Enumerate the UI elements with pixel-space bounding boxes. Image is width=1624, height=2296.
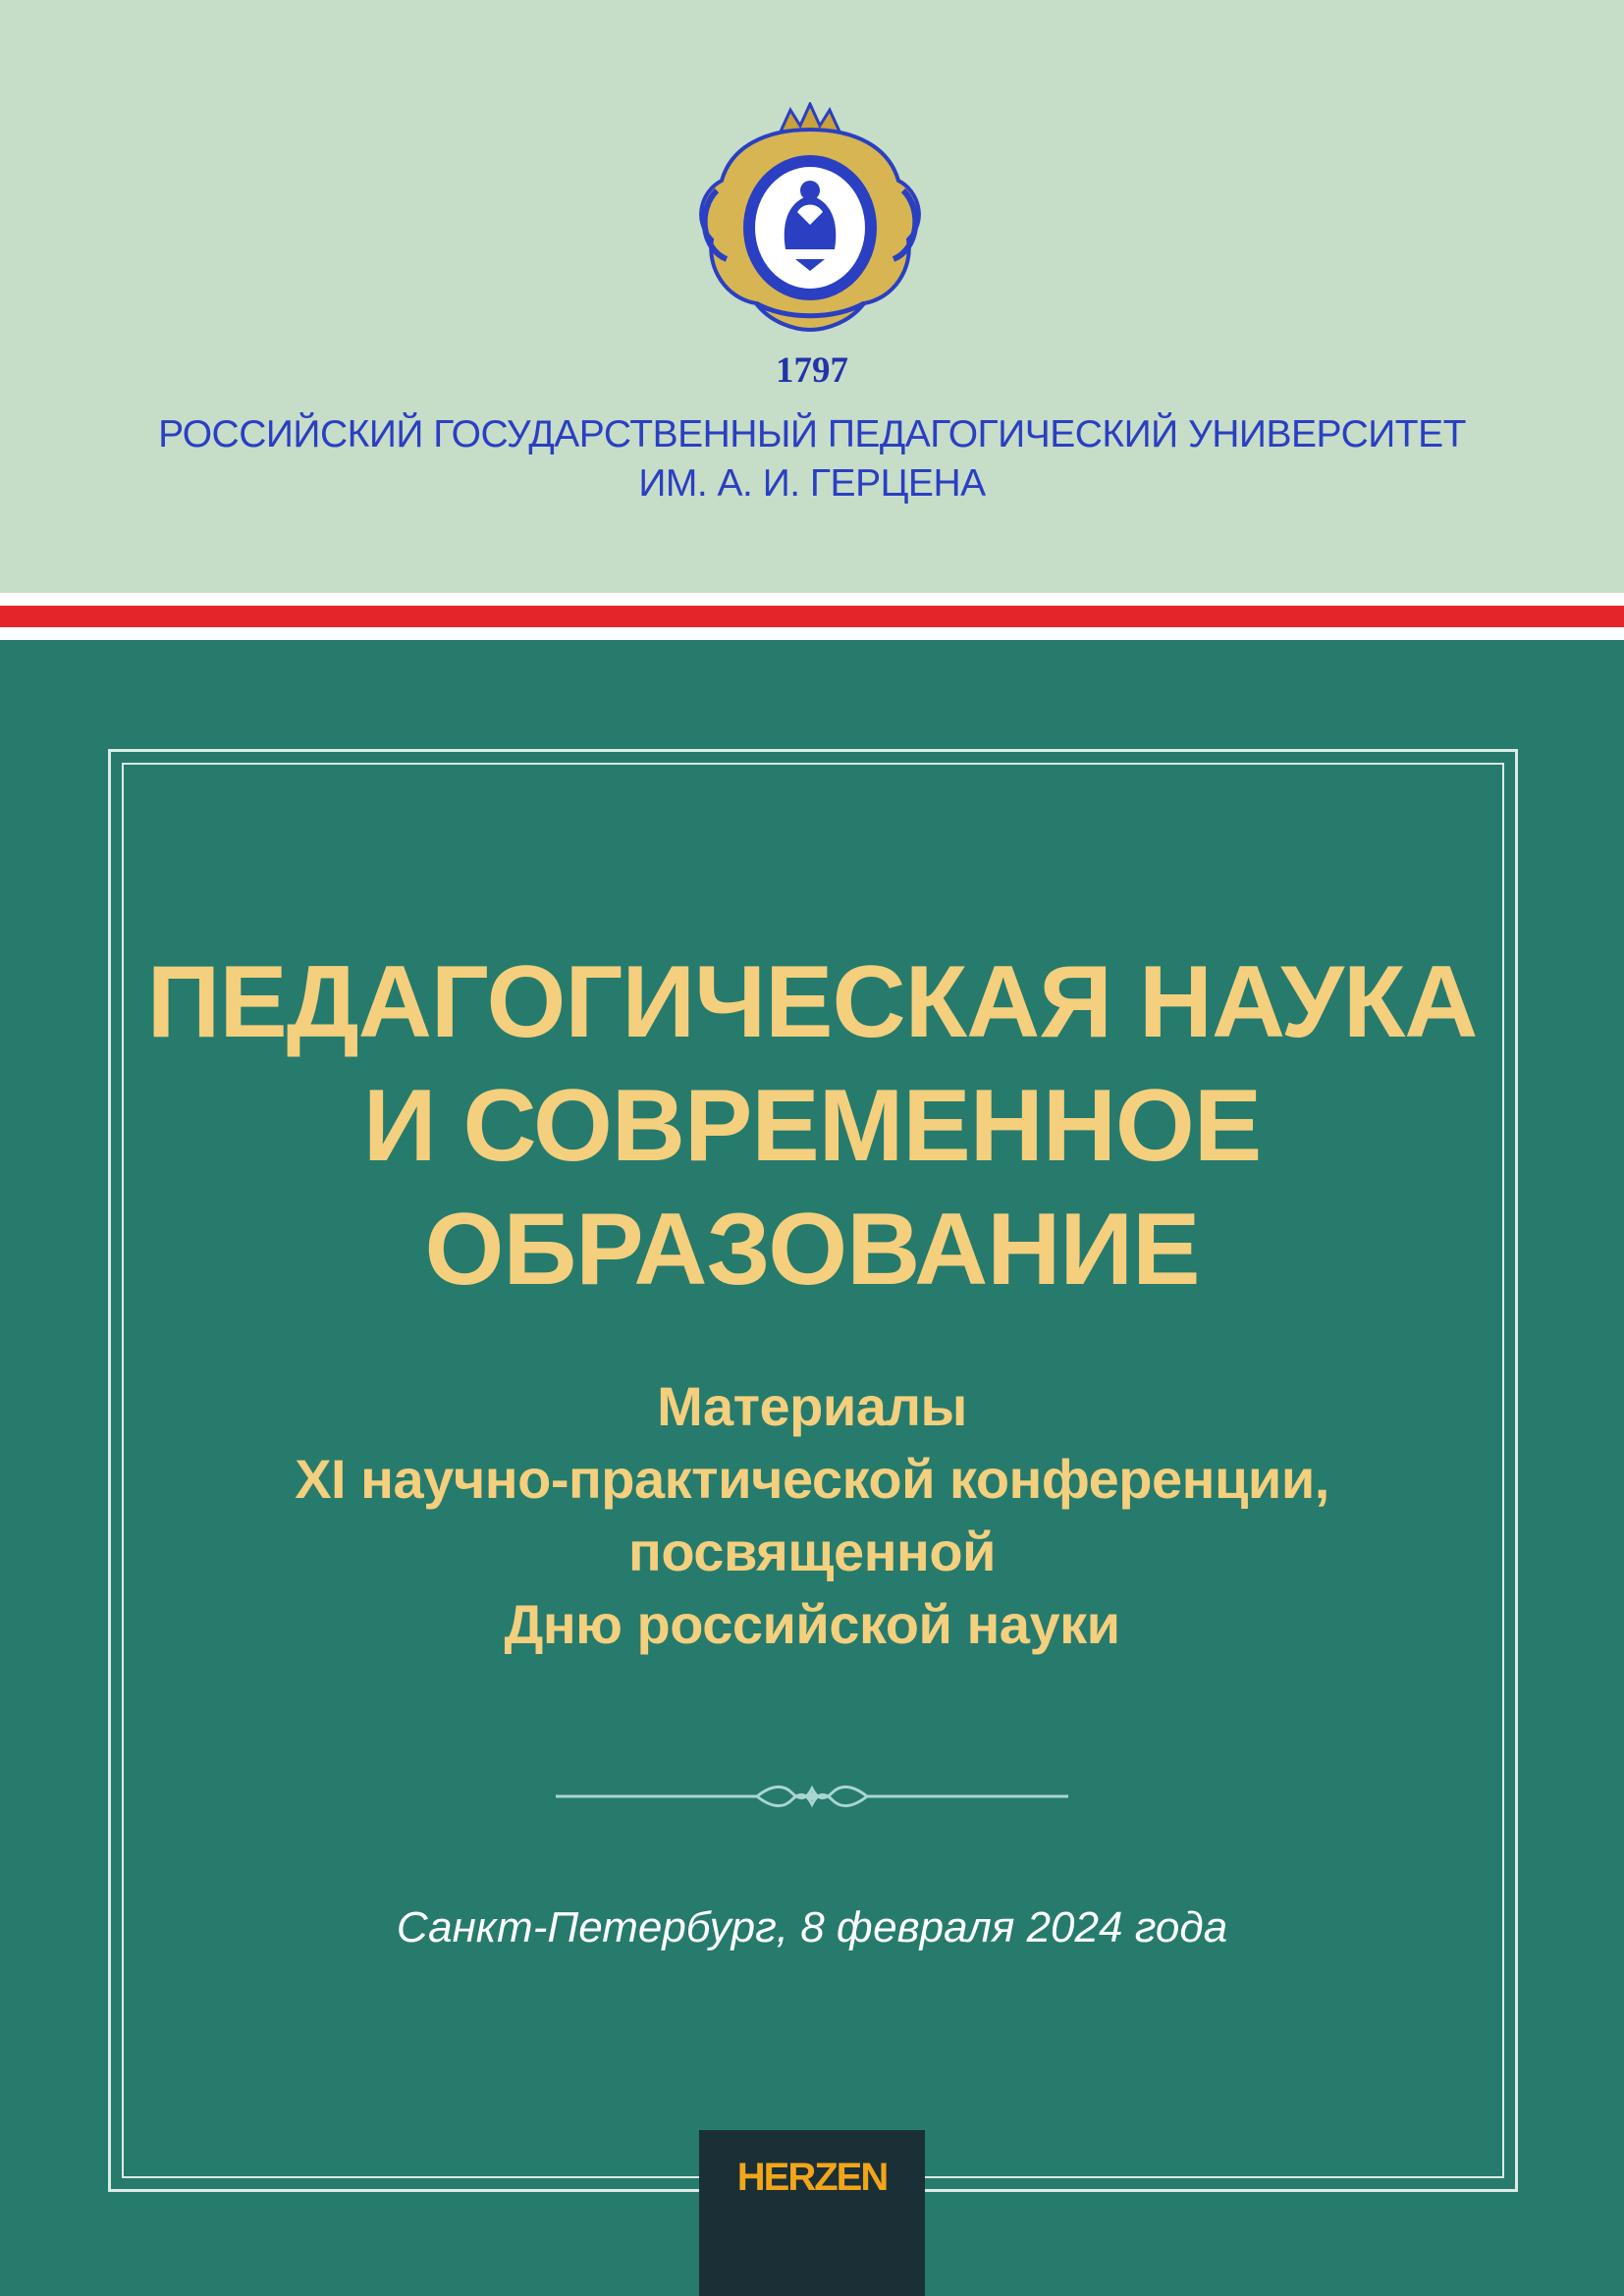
- book-subtitle: [0, 1370, 1624, 1661]
- divider-stripe: [0, 593, 1624, 606]
- publisher-logo: HERZEN: [736, 2156, 888, 2199]
- book-subtitle-line: Дню российской науки: [504, 1593, 1120, 1655]
- book-subtitle-line: XI научно-практической конференции,: [295, 1448, 1329, 1510]
- header-panel: [0, 0, 1624, 593]
- founded-year: 1797: [776, 350, 848, 391]
- book-title-line: ПЕДАГОГИЧЕСКАЯ НАУКА: [146, 945, 1478, 1059]
- publisher-logo-box: [699, 2130, 925, 2296]
- ornament-divider-icon: [556, 1779, 1068, 1814]
- book-title-line: ОБРАЗОВАНИЕ: [424, 1193, 1200, 1307]
- university-name-line: ИМ. А. И. ГЕРЦЕНА: [638, 462, 986, 505]
- university-crest-icon: [687, 102, 933, 338]
- book-subtitle-line: Материалы: [657, 1375, 967, 1437]
- book-title-line: И СОВРЕМЕННОЕ: [362, 1069, 1262, 1183]
- divider-stripe: [0, 627, 1624, 640]
- book-subtitle-line: посвященной: [628, 1521, 996, 1582]
- book-title: [0, 940, 1624, 1311]
- place-and-date: Санкт-Петербург, 8 февраля 2024 года: [396, 1903, 1228, 1951]
- university-name: [0, 410, 1624, 508]
- divider-stripe-red: [0, 606, 1624, 627]
- university-name-line: РОССИЙСКИЙ ГОСУДАРСТВЕННЫЙ ПЕДАГОГИЧЕСКИЙ УНИВЕРСИТЕТ: [158, 413, 1466, 455]
